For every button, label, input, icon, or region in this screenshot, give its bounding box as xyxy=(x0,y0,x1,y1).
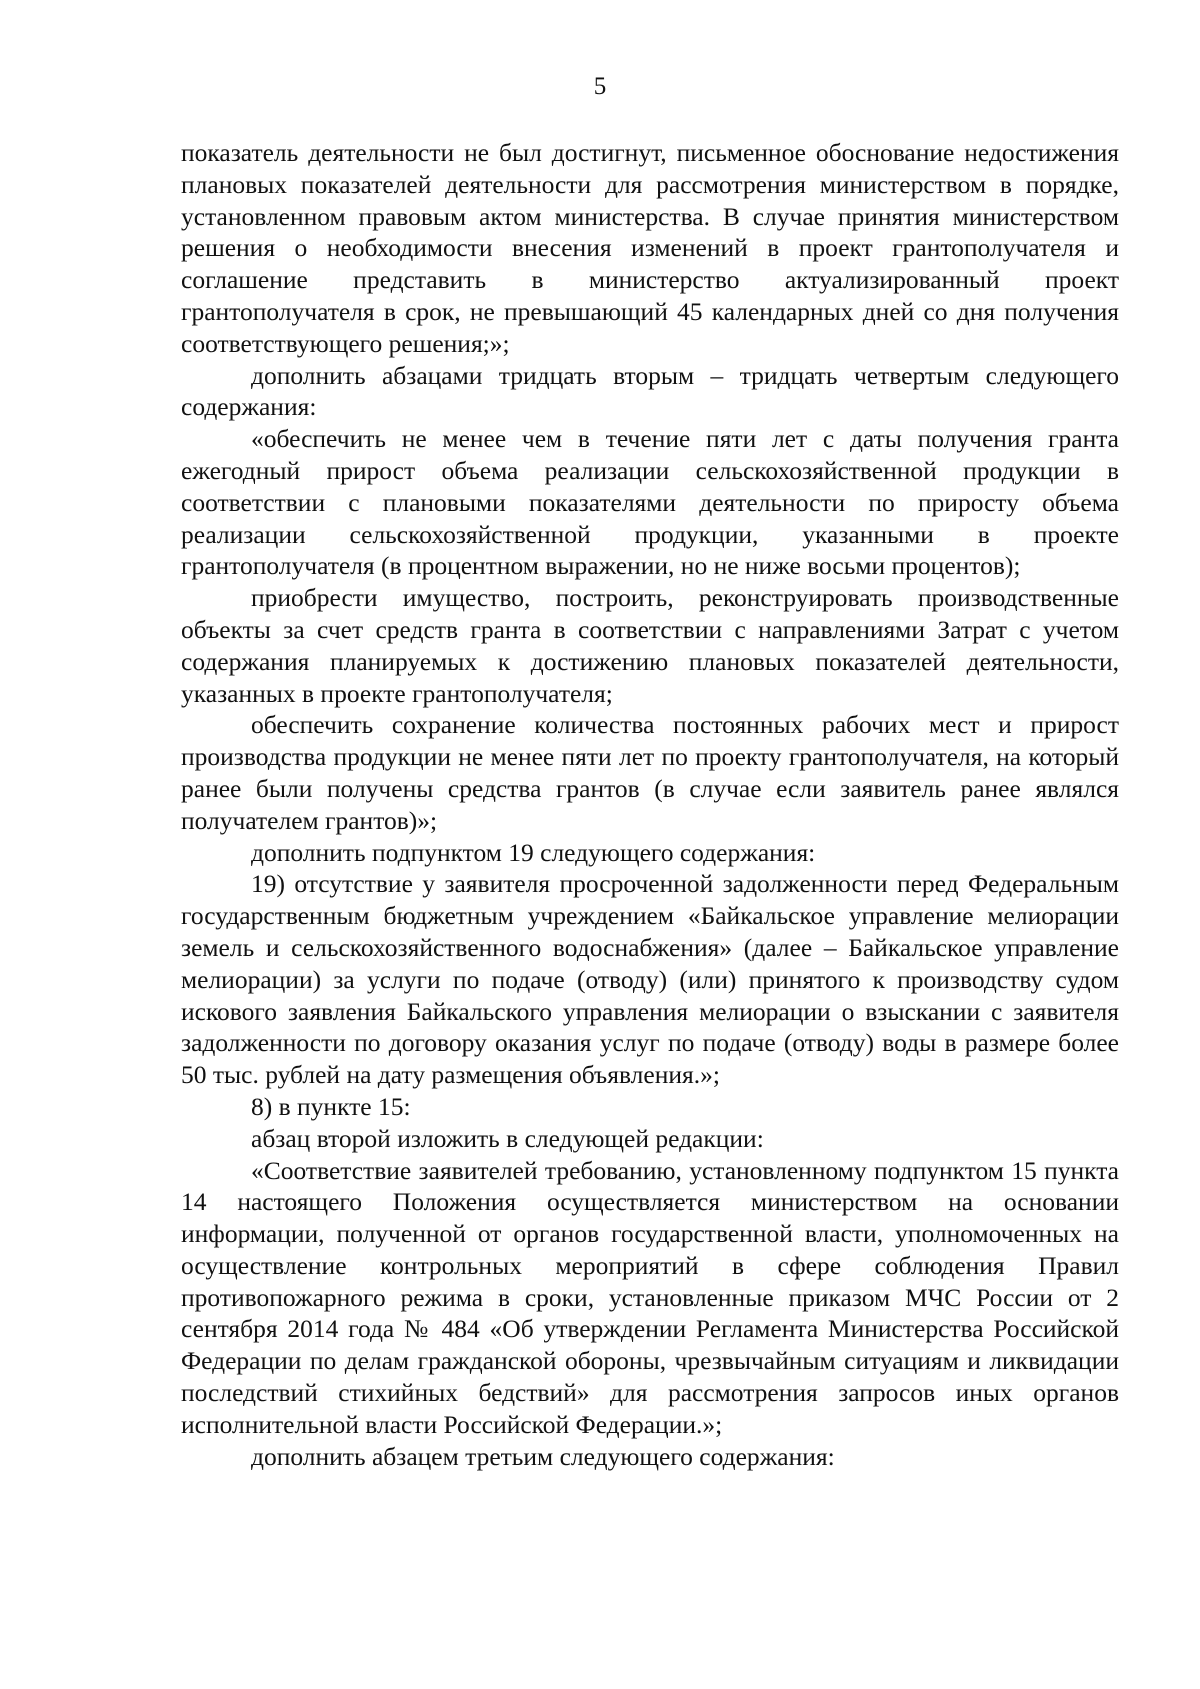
paragraph-5: обеспечить сохранение количества постоянных рабочих мест и прирост производства продукции не менее пяти лет по проекту грантополучателя, на который ранее были получены средства грантов (в случае если заявитель ранее являлся получателем грантов)»; xyxy=(181,710,1119,835)
paragraph-8: 8) в пункте 15: xyxy=(251,1091,411,1121)
paragraph-6: дополнить подпунктом 19 следующего содержания: xyxy=(251,837,816,867)
paragraph-10: «Соответствие заявителей требованию, установленному подпунктом 15 пункта 14 настоящего Положения осуществляется министерством на основании информации, полученной от органов государственной власти, уполномоченных на осуществление контрольных мероприятий в сфере соблюдения Правил противопожарного режима в сроки, установленные приказом МЧС России от 2 сентября 2014 года № 484 «Об утверждении Регламента Министерства Российской Федерации по делам гражданской обороны, чрезвычайным ситуациям и ликвидации последствий стихийных бедствий» для рассмотрения запросов иных органов исполнительной власти Российской Федерации.»; xyxy=(181,1155,1119,1439)
paragraph-7: 19) отсутствие у заявителя просроченной задолженности перед Федеральным государственным бюджетным учреждением «Байкальское управление мелиорации земель и сельскохозяйственного водоснабжения» (далее – Байкальское управление мелиорации) за услуги по подаче (отводу) (или) принятого к производству судом искового заявления Байкальского управления мелиорации о взыскании с заявителя задолженности по договору оказания услуг по подаче (отводу) воды в размере более 50 тыс. рублей на дату размещения объявления.»; xyxy=(181,869,1119,1090)
paragraph-3: «обеспечить не менее чем в течение пяти лет с даты получения гранта ежегодный прирост объема реализации сельскохозяйственной продукции в соответствии с плановыми показателями деятельности по приросту объема реализации сельскохозяйственной продукции, указанными в проекте грантополучателя (в процентном выражении, но не ниже восьми процентов); xyxy=(181,424,1119,581)
paragraph-9: абзац второй изложить в следующей редакции: xyxy=(251,1123,764,1153)
document-body xyxy=(181,137,1119,1472)
paragraph-11: дополнить абзацем третьим следующего содержания: xyxy=(251,1441,835,1471)
paragraph-1: показатель деятельности не был достигнут, письменное обоснование недостижения плановых показателей деятельности для рассмотрения министерством в порядке, установленном правовым актом министерства. В случае принятия министерством решения о необходимости внесения изменений в проект грантополучателя и соглашение представить в министерство актуализированный проект грантополучателя в срок, не превышающий 45 календарных дней со дня получения соответствующего решения;»; xyxy=(181,138,1119,358)
paragraph-4: приобрести имущество, построить, реконструировать производственные объекты за счет средств гранта в соответствии с направлениями Затрат с учетом содержания планируемых к достижению плановых показателей деятельности, указанных в проекте грантополучателя; xyxy=(181,583,1119,708)
paragraph-2: дополнить абзацами тридцать вторым – тридцать четвертым следующего содержания: xyxy=(181,360,1119,422)
page-number: 5 xyxy=(593,73,607,100)
